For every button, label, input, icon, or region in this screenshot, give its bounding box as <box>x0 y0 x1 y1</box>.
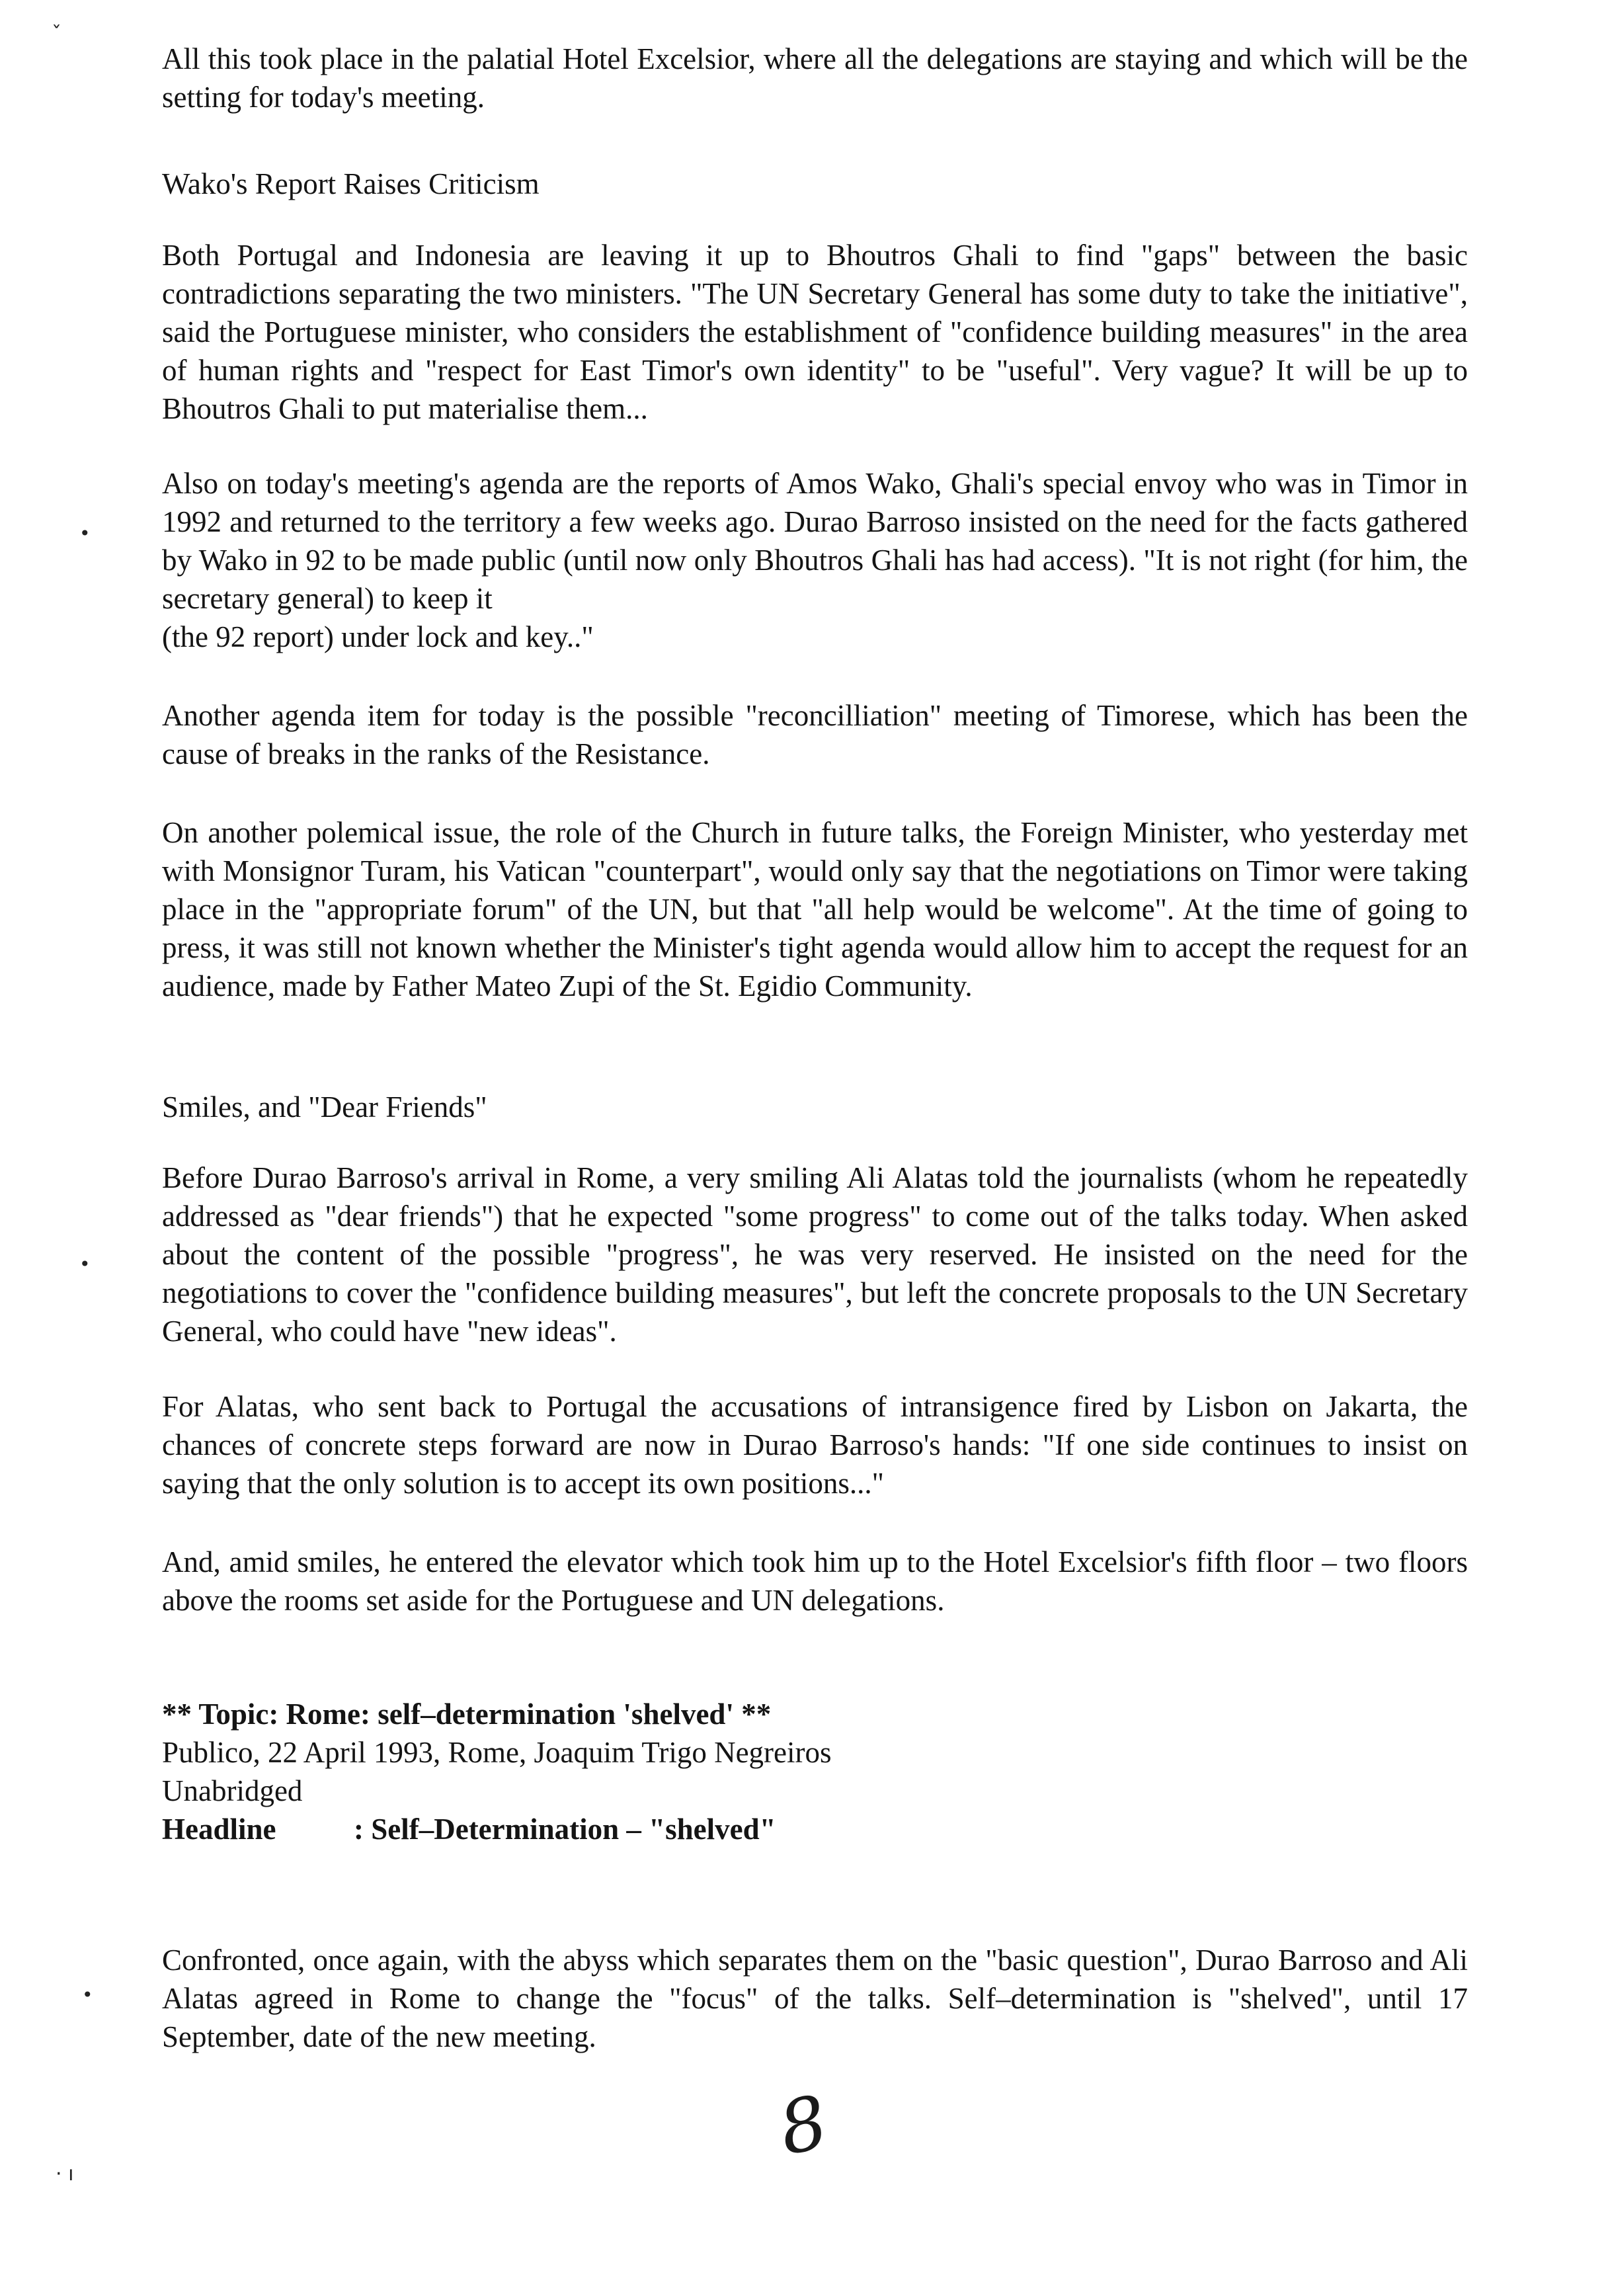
paragraph-wako-reports <box>162 464 1468 656</box>
article-headline <box>162 1810 1468 1848</box>
paragraph-alatas-intransigence: For Alatas, who sent back to Portugal the accusations of intransigence fired by Lisbon on Jakarta, the chances of concrete steps forward are now in Durao Barroso's hands: "If one side continues to insist on saying that the only solution is to accept its own positions..." <box>162 1390 1468 1500</box>
paragraph-gaps: Both Portugal and Indonesia are leaving it up to Bhoutros Ghali to find "gaps" between the basic contradictions separating the two ministers. "The UN Secretary General has some duty to take the initiative", said the Portuguese minister, who considers the establishment of "confidence building measures" in the area of human rights and "respect for East Timor's own identity" to be "useful". Very vague? It will be up to Bhoutros Ghali to put materialise them... <box>162 239 1468 425</box>
article-header <box>162 1695 1468 1848</box>
paragraph-reconcilliation: Another agenda item for today is the possible "reconcilliation" meeting of Timorese, which has been the cause of breaks in the ranks of the Resistance. <box>162 699 1468 770</box>
section-heading-dear-friends: Smiles, and "Dear Friends" <box>162 1090 487 1124</box>
punch-mark-3: • <box>82 1984 93 2006</box>
paragraph-alatas-rome: Before Durao Barroso's arrival in Rome, a very smiling Ali Alatas told the journalists (whom he repeatedly addressed as "dear friends") that he expected "some progress" to come out of the talks today. When asked about the content of the possible "progress", he was very reserved. He insisted on the need for the negotiations to cover the "confidence building measures", but left the concrete proposals to the UN Secretary General, who could have "new ideas". <box>162 1161 1468 1348</box>
punch-mark-2: • <box>79 1253 91 1275</box>
article-status: Unabridged <box>162 1774 303 1807</box>
paragraph-hotel-excelsior: All this took place in the palatial Hotel Excelsior, where all the delegations are staying and which will be the setting for today's meeting. <box>162 42 1468 114</box>
paragraph-wako-reports-main: Also on today's meeting's agenda are the reports of Amos Wako, Ghali's special envoy who was in Timor in 1992 and returned to the territory a few weeks ago. Durao Barroso insisted on the need for the facts gathered by Wako in 92 to be made public (until now only Bhoutros Ghali has had access). "It is not right (for him, the secretary general) to keep it <box>162 467 1468 615</box>
article-source: Publico, 22 April 1993, Rome, Joaquim Trigo Negreiros <box>162 1736 832 1769</box>
paragraph-confronted: Confronted, once again, with the abyss which separates them on the "basic question", Durao Barroso and Ali Alatas agreed in Rome to change the "focus" of the talks. Self–determination is "shelved", until 17 September, date of the new meeting. <box>162 1944 1468 2053</box>
scan-mark-top: ˇ <box>52 22 61 46</box>
article-topic: ** Topic: Rome: self–determination 'shelved' ** <box>162 1698 772 1731</box>
scan-mark-bottom: · ı <box>56 2162 74 2186</box>
section-heading-wako-report: Wako's Report Raises Criticism <box>162 167 540 200</box>
handwritten-page-number: 8 <box>772 2079 835 2172</box>
paragraph-wako-reports-end: (the 92 report) under lock and key.." <box>162 620 594 653</box>
punch-mark-1: • <box>79 522 91 544</box>
headline-label: Headline <box>162 1813 276 1846</box>
headline-value: : Self–Determination – "shelved" <box>354 1813 776 1846</box>
paragraph-elevator: And, amid smiles, he entered the elevator which took him up to the Hotel Excelsior's fifth floor – two floors above the rooms set aside for the Portuguese and UN delegations. <box>162 1545 1468 1617</box>
paragraph-church-role: On another polemical issue, the role of the Church in future talks, the Foreign Minister, who yesterday met with Monsignor Turam, his Vatican "counterpart", would only say that the negotiations on Timor were taking place in the "appropriate forum" of the UN, but that "all help would be welcome". At the time of going to press, it was still not known whether the Minister's tight agenda would allow him to accept the request for an audience, made by Father Mateo Zupi of the St. Egidio Community. <box>162 816 1468 1003</box>
